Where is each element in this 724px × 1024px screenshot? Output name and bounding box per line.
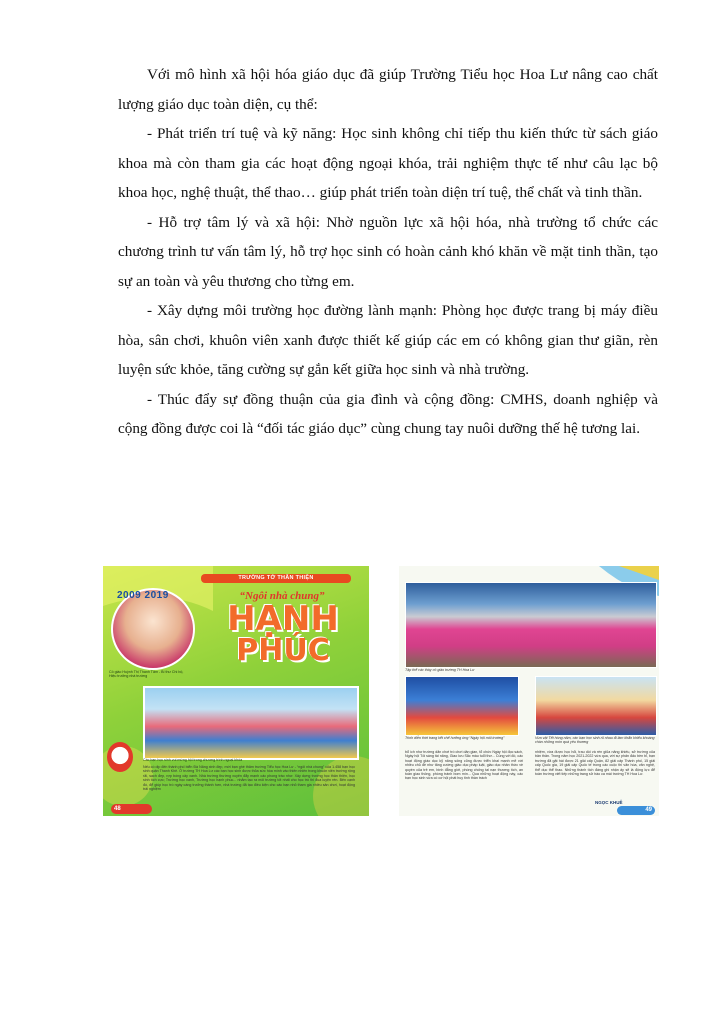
- paragraph-intellect: - Phát triển trí tuệ và kỹ năng: Học sinh không chỉ tiếp thu kiến thức từ sách giáo khoa mà còn tham gia các hoạt động ngoại khóa, trải nghiệm thực tế như câu lạc bộ khoa học, nghệ thuật, thể thao… giúp phát triển toàn diện trí tuệ, thể chất và tinh thần.: [118, 125, 658, 201]
- headline-line2: PHÚC: [236, 633, 330, 668]
- fashion-show-photo: [405, 676, 519, 736]
- paragraph-intro: Với mô hình xã hội hóa giáo dục đã giúp Trường Tiểu học Hoa Lư nâng cao chất lượng giáo dục toàn diện, cụ thể:: [118, 66, 658, 113]
- caption-bottom-left: Trình diễn thời trang kết chế hưởng ứng “Ngày hội môi trường”: [405, 736, 505, 740]
- tet-gifts-photo: [535, 676, 657, 736]
- article-body: Nếu có dịp đến thành phố biển Đà Nẵng xinh đẹp, mời bạn ghé thăm trường Tiểu học Hoa Lư - “ngôi nhà chung” của 1.458 bạn học sinh quận Thanh Khê. Ở trường TH Hoa Lư các bạn học sinh được thỏa sức hòa mình vào thiên nhiên trong khuôn viên trường rộng rãi, sạch đẹp, rợp bóng cây xanh. Nhà trường thường xuyên đẩy mạnh các phong trào như: Xây dựng trường học thân thiện, học sinh tích cực; Trường học xanh, Trường học hạnh phúc... nhằm tạo ra môi trường tốt nhất cho học trò thi đua luyện rèn. Bên cạnh đó, để giúp học trò ngày càng trưởng thành hơn, nhà trường đã tạo điều kiện cho các bạn nhỏ tham gia nhiều sân chơi, hoạt động trải nghiệm: [143, 765, 355, 792]
- magazine-page-left: [103, 566, 369, 816]
- paragraph-community: - Thúc đẩy sự đồng thuận của gia đình và cộng đồng: CMHS, doanh nghiệp và cộng đồng được coi là “đối tác giáo dục” cùng chung tay nuôi dưỡng thế hệ tương lai.: [118, 390, 658, 437]
- photo-caption: Các bạn học sinh vui mừng hội trong chương trình ngoại khóa: [143, 758, 243, 762]
- alarm-clock-icon: [107, 742, 133, 772]
- article-body-col2: nhiệm, vừa được học hỏi, trau dồi và rèn giũa năng khiếu, sở trường của bản thân. Trong năm học 2021-2022 vừa qua, với sự phấn đấu bền bỉ, bạn trường đã gặt hái được 21 giải cấp Quận, 82 giải cấp Thành phố, 15 giải cấp Quốc gia, 19 giải cấp Quốc tế trong các cuộc thi văn hóa, văn nghệ, thể dục thể thao. Những thành tích đáng ghi nhận ấy sẽ là động lực để toàn trường viết tiếp những trang sử hào ca mái trường TH Hoa Lư.: [535, 750, 655, 777]
- magazine-spread: [103, 566, 659, 816]
- banner-years: 2009 2019: [117, 590, 169, 601]
- headline-small: “Ngôi nhà chung”: [239, 590, 325, 602]
- portrait-caption: Cô giáo Huỳnh Thị Thanh Tâm - Bí thư Chi bộ, Hiệu trưởng nhà trường: [109, 670, 184, 679]
- article-text: [118, 60, 658, 444]
- article-body-col1: bổ ích như trường dẫn chơi trò chơi dân gian, tổ chức Ngày hội đọc sách, Ngày hội Tôi sáng tài năng, Giao lưu Sắc màu tuổi thơ... Cùng với đó, các hoạt động giáo dục kỹ năng sống cũng được triển khai mạnh mẽ với nhiều chủ đề như tăng cường giáo dục pháp luật, giáo dục nhân thức về quyền của trẻ em, bình đẳng giới, phòng chống tai nạn thương tích, an toàn giao thông, phòng tránh bom mìn... Qua những hoạt động này, các bạn học sinh vừa có cơ hội phát huy tinh thần trách: [405, 750, 523, 781]
- author-name: NGỌC KHUÊ: [595, 800, 623, 805]
- section-tag: TRƯỜNG TỚ THÂN THIỆN: [201, 574, 351, 583]
- caption-bottom-right: Vừa vặt Tết hồng năm, các bạn học sinh rủ nhau đi làm khẩn khiếu khoáng chần những món quà yêu thương: [535, 736, 655, 745]
- students-activity-photo: [143, 686, 359, 760]
- magazine-page-right: [399, 566, 659, 816]
- paragraph-psychology: - Hỗ trợ tâm lý và xã hội: Nhờ nguồn lực xã hội hóa, nhà trường tổ chức các chương trình tư vấn tâm lý, hỗ trợ học sinh có hoàn cảnh khó khăn về mặt tinh thần, tạo sự an toàn và yêu thương cho từng em.: [118, 213, 658, 290]
- photo-caption-top: Tập thể các thầy cô giáo trường TH Hoa Lư: [405, 668, 475, 672]
- teachers-group-photo: [405, 582, 657, 668]
- headline-line1: HẠNH: [227, 599, 339, 639]
- paragraph-environment: - Xây dựng môi trường học đường lành mạnh: Phòng học được trang bị máy điều hòa, sân chơi, khuôn viên xanh được thiết kế giúp các em có không gian thư giãn, rèn luyện sức khỏe, tăng cường sự gắn kết giữa học sinh và nhà trường.: [118, 302, 658, 378]
- page-number-left: 48: [111, 804, 152, 814]
- page-number-right: 49: [617, 806, 655, 815]
